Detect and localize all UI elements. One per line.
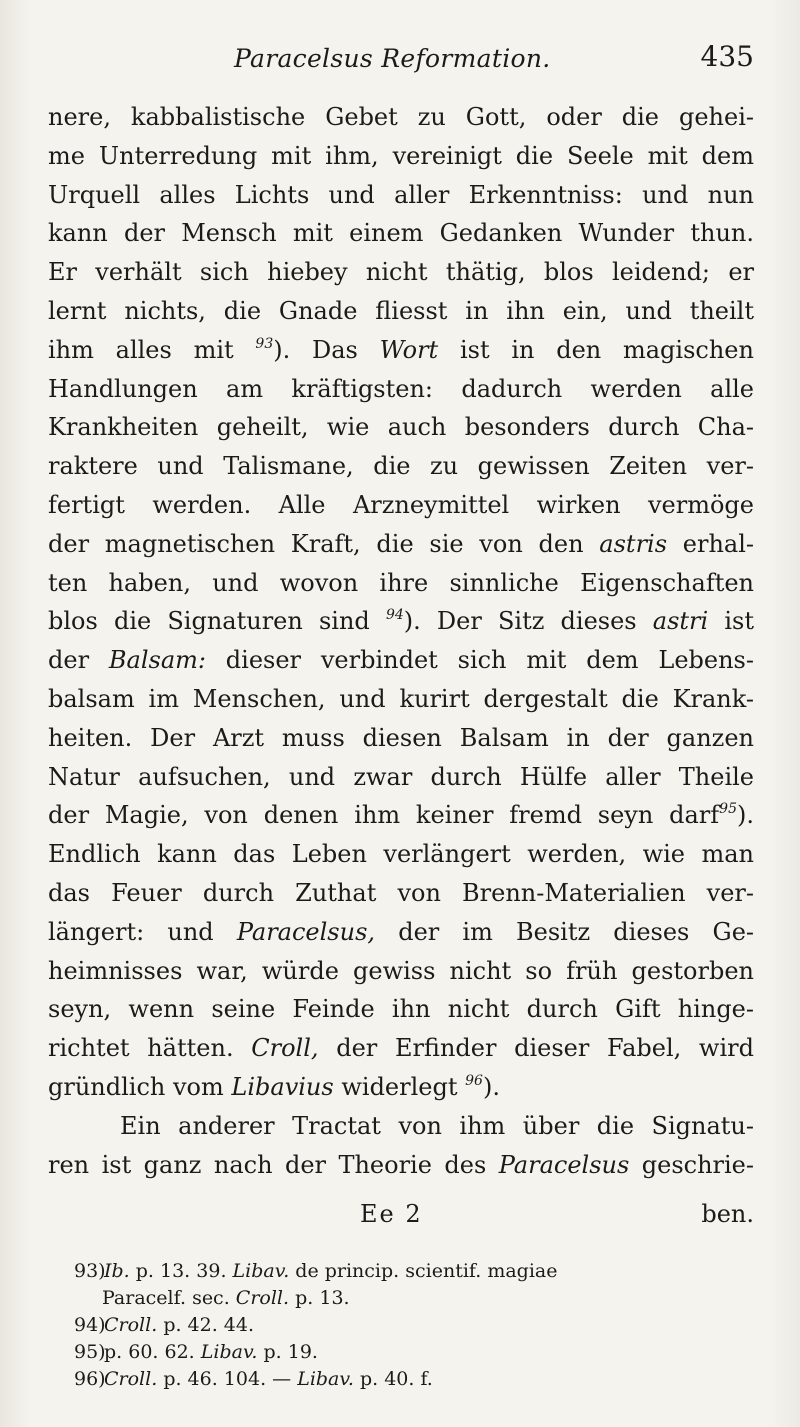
italic-term: Croll, [251, 1034, 319, 1063]
footnote-source: Libav. [200, 1341, 258, 1363]
page-number: 435 [700, 40, 754, 73]
text-line [48, 641, 754, 680]
text-line [48, 796, 754, 835]
footnote-source: Libav. [297, 1368, 354, 1390]
italic-term: Paracelsus [498, 1150, 630, 1179]
text-line [48, 602, 754, 641]
footnote-reference[interactable]: 93 [255, 335, 274, 352]
text-line: Natur aufsuchen, und zwar durch Hülfe aller Theile [48, 762, 754, 791]
text-run: widerlegt [341, 1072, 458, 1101]
footnote-source: Croll. [104, 1314, 158, 1336]
text-line: das Feuer durch Zuthat von Brenn-Materialien ver- [48, 878, 754, 907]
text-line: Ein anderer Tractat von ihm über die Signatu- [120, 1111, 754, 1140]
footnote-text: p. 42. 44. [163, 1314, 255, 1336]
text-line: nere, kabbalistische Gebet zu Gott, oder die gehei- [48, 103, 754, 131]
footnote-source: Croll. [235, 1287, 290, 1309]
text-run: ). Der Sitz dieses [403, 607, 637, 636]
footnote-text: de princip. scientif. magiae [295, 1260, 558, 1282]
text-line: Krankheiten geheilt, wie auch besonders durch Cha- [48, 413, 754, 442]
text-line [48, 525, 754, 564]
text-run: längert: und [48, 917, 214, 946]
footnote-95 [74, 1339, 754, 1366]
text-line: heimnisses war, würde gewiss nicht so früh gestorben [48, 956, 754, 985]
text-run: gründlich vom [48, 1072, 224, 1101]
footnote-text: p. 19. [263, 1341, 318, 1363]
footnote-source: Libav. [232, 1260, 290, 1282]
text-line [48, 913, 754, 952]
italic-term: Libavius [231, 1072, 334, 1101]
text-run: ist [724, 607, 754, 636]
text-run: ). Das [273, 335, 358, 364]
running-title: Paracelsus Reformation. [234, 44, 551, 73]
italic-term: Wort [379, 335, 439, 364]
signature-mark: Ee 2 [360, 1200, 423, 1228]
text-line [48, 1068, 754, 1107]
footnote-94 [74, 1312, 754, 1339]
page-foot-line [48, 1200, 754, 1234]
italic-term: Balsam: [108, 646, 206, 675]
catchword: ben. [701, 1200, 754, 1228]
text-line: Endlich kann das Leben verlängert werden, wie man [48, 840, 754, 869]
footnote-text: p. 13. 39. [135, 1260, 227, 1282]
text-line [48, 1029, 754, 1068]
footnote-text: p. 13. [295, 1287, 350, 1309]
text-run: ). [482, 1072, 500, 1101]
text-run: der Erfinder dieser Fabel, wird [336, 1034, 754, 1063]
text-line: Er verhält sich hiebey nicht thätig, blos leidend; er [48, 258, 754, 287]
footnote-93 [74, 1258, 754, 1285]
footnote-text: Paracelf. sec. [102, 1287, 230, 1309]
text-run: ). [737, 801, 754, 830]
text-run: ren ist ganz nach der Theorie des [48, 1150, 487, 1179]
footnotes [74, 1258, 754, 1393]
footnote-96 [74, 1366, 754, 1393]
text-line [48, 1146, 754, 1185]
text-run: der Magie, von denen ihm keiner fremd seyn darf [48, 801, 720, 830]
footnote-reference[interactable]: 96 [465, 1072, 483, 1089]
footnote-number: 93) [74, 1260, 106, 1282]
italic-term: astris [599, 529, 668, 558]
text-line: balsam im Menschen, und kurirt dergestalt die Krank- [48, 684, 754, 713]
footnote-reference[interactable]: 94 [385, 607, 404, 624]
footnote-source: Croll. [104, 1368, 158, 1390]
text-line: me Unterredung mit ihm, vereinigt die Seele mit dem [48, 141, 754, 170]
text-run: dieser verbindet sich mit dem Lebens- [225, 646, 754, 675]
text-line: fertigt werden. Alle Arzneymittel wirken vermöge [48, 490, 754, 519]
footnote-text: p. 40. f. [359, 1368, 433, 1390]
text-line: raktere und Talismane, die zu gewissen Zeiten ver- [48, 452, 754, 481]
text-run: der [48, 646, 90, 675]
footnote-93-continued [74, 1285, 754, 1312]
text-run: blos die Signaturen sind [48, 607, 370, 636]
text-run: richtet hätten. [48, 1034, 234, 1063]
text-line: kann der Mensch mit einem Gedanken Wunder thun. [48, 219, 754, 248]
text-line [48, 331, 754, 370]
footnote-source: Ib. [104, 1260, 130, 1282]
text-line: Urquell alles Lichts und aller Erkenntniss: und nun [48, 180, 754, 209]
footnote-number: 94) [74, 1314, 106, 1336]
body-text [48, 98, 754, 1184]
italic-term: Paracelsus, [236, 917, 376, 946]
text-line: lernt nichts, die Gnade fliesst in ihn ein, und theilt [48, 296, 754, 325]
text-line: heiten. Der Arzt muss diesen Balsam in der ganzen [48, 723, 754, 752]
text-line: Handlungen am kräftigsten: dadurch werden alle [48, 374, 754, 403]
text-run: erhal- [682, 529, 754, 558]
text-run: geschrie- [641, 1150, 754, 1179]
page-header [48, 38, 754, 82]
footnote-reference[interactable]: 95 [719, 801, 737, 818]
footnote-number: 96) [74, 1368, 106, 1390]
text-line: seyn, wenn seine Feinde ihn nicht durch Gift hinge- [48, 995, 754, 1024]
text-run: der magnetischen Kraft, die sie von den [48, 529, 584, 558]
footnote-text: p. 60. 62. [104, 1341, 195, 1363]
footnote-number: 95) [74, 1341, 106, 1363]
italic-term: astri [652, 607, 709, 636]
text-run: ihm alles mit [48, 335, 234, 364]
text-line: ten haben, und wovon ihre sinnliche Eigenschaften [48, 568, 754, 597]
text-run: der im Besitz dieses Ge- [398, 917, 754, 946]
footnote-text: p. 46. 104. — [163, 1368, 292, 1390]
text-run: ist in den magischen [459, 335, 754, 364]
